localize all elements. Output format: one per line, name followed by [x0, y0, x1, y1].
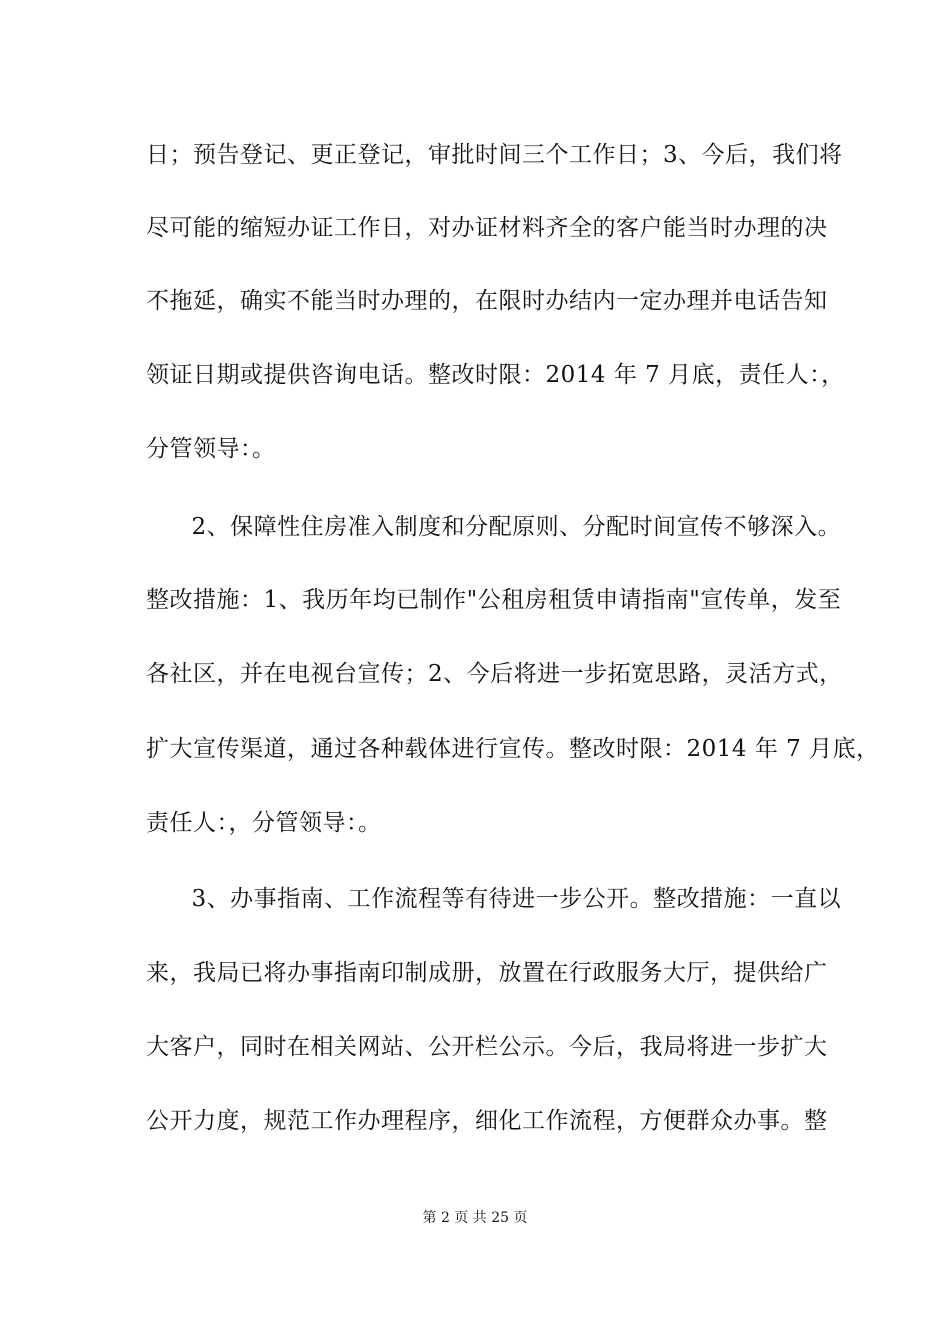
text-line: 3、办事指南、工作流程等有待进一步公开。整改措施：一直以: [168, 886, 842, 912]
text-line: 2、保障性住房准入制度和分配原则、分配时间宣传不够深入。: [168, 514, 842, 540]
text-line: 公开力度，规范工作办理程序，细化工作流程，方便群众办事。整: [146, 1108, 828, 1134]
text-line: 扩大宣传渠道，通过各种载体进行宣传。整改时限：2014 年 7 月底，: [146, 736, 880, 762]
text-line: 大客户，同时在相关网站、公开栏公示。今后，我局将进一步扩大: [146, 1034, 828, 1060]
text-line: 不拖延，确实不能当时办理的，在限时办结内一定办理并电话告知: [146, 288, 828, 314]
text-line: 整改措施：1、我历年均已制作"公租房租赁申请指南"宣传单，发至: [146, 587, 842, 613]
text-line: 各社区，并在电视台宣传；2、今后将进一步拓宽思路，灵活方式，: [146, 661, 843, 687]
text-line: 来，我局已将办事指南印制成册，放置在行政服务大厅，提供给广: [146, 960, 828, 986]
text-line: 分管领导：。: [146, 436, 276, 462]
text-line: 日；预告登记、更正登记，审批时间三个工作日；3、今后，我们将: [146, 142, 843, 168]
text-line: 尽可能的缩短办证工作日，对办证材料齐全的客户能当时办理的决: [146, 215, 828, 241]
page-number: 第 2 页 共 25 页: [422, 1210, 528, 1226]
text-line: 领证日期或提供咨询电话。整改时限：2014 年 7 月底，责任人：，: [146, 362, 845, 388]
text-line: 责任人：，分管领导：。: [146, 810, 382, 836]
